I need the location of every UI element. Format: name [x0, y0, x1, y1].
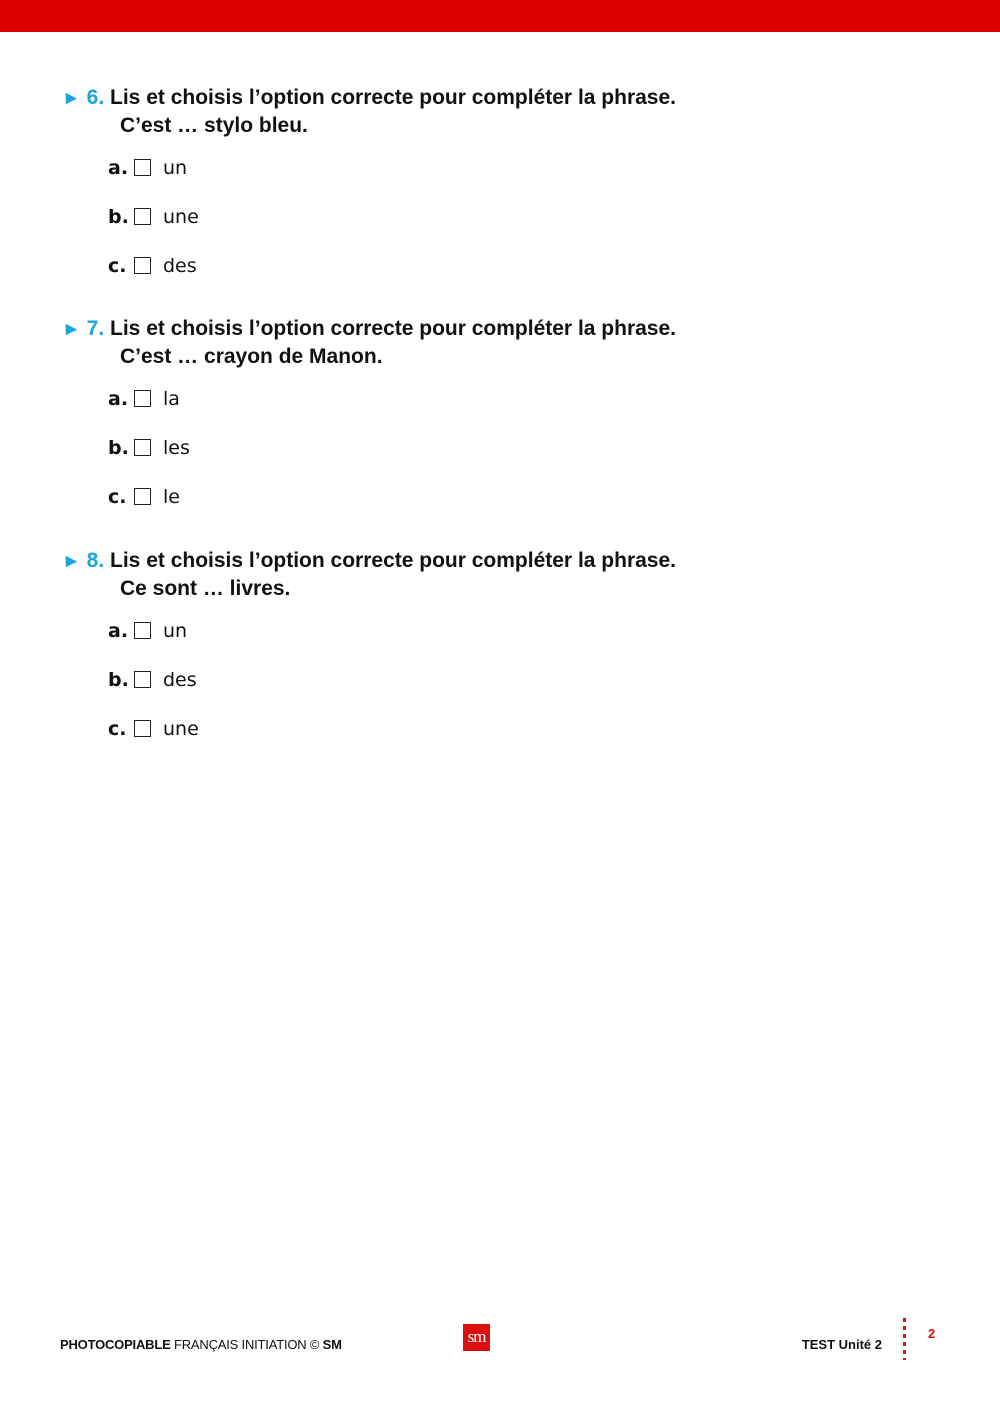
option-text: des [163, 668, 197, 691]
option-letter: a. [108, 619, 129, 642]
option-c[interactable] [108, 704, 942, 753]
footer-photocopiable: PHOTOCOPIABLE [60, 1337, 171, 1352]
footer-publisher: SM [322, 1337, 342, 1352]
question-number: 7. [86, 317, 105, 340]
option-b[interactable] [108, 192, 942, 241]
footer-credit [60, 1337, 342, 1352]
option-letter: c. [108, 254, 127, 277]
dotted-divider [903, 1318, 906, 1360]
options-list [62, 143, 942, 290]
option-a[interactable] [108, 606, 942, 655]
top-header-bar [0, 0, 1000, 32]
question-number: 8. [86, 549, 105, 572]
checkbox[interactable] [134, 159, 151, 176]
option-text: la [163, 387, 180, 410]
option-b[interactable] [108, 655, 942, 704]
option-letter: a. [108, 387, 129, 410]
question-number: 6. [86, 86, 105, 109]
page-footer [0, 1322, 1000, 1372]
question-heading [62, 84, 942, 112]
option-a[interactable] [108, 143, 942, 192]
page-number: 2 [928, 1326, 936, 1341]
option-letter: c. [108, 717, 127, 740]
question-6 [62, 84, 942, 290]
checkbox[interactable] [134, 720, 151, 737]
options-list [62, 374, 942, 521]
checkbox[interactable] [134, 439, 151, 456]
option-text: un [163, 619, 188, 642]
option-letter: b. [108, 668, 129, 691]
checkbox[interactable] [134, 488, 151, 505]
footer-course: FRANÇAIS INITIATION © [173, 1337, 320, 1352]
question-8 [62, 547, 942, 753]
option-letter: b. [108, 205, 129, 228]
option-c[interactable] [108, 472, 942, 521]
question-heading [62, 547, 942, 575]
option-text: un [163, 156, 188, 179]
question-sentence: C’est … stylo bleu. [120, 114, 308, 137]
option-a[interactable] [108, 374, 942, 423]
option-text: une [163, 205, 199, 228]
question-instruction: Lis et choisis l’option correcte pour compléter la phrase. [110, 317, 676, 340]
question-sentence: C’est … crayon de Manon. [120, 345, 383, 368]
arrow-icon: ► [62, 319, 81, 340]
option-text: le [163, 485, 180, 508]
option-letter: c. [108, 485, 127, 508]
question-sentence: Ce sont … livres. [120, 577, 291, 600]
checkbox[interactable] [134, 257, 151, 274]
arrow-icon: ► [62, 88, 81, 109]
footer-test-label: TEST Unité 2 [801, 1337, 882, 1352]
question-instruction: Lis et choisis l’option correcte pour compléter la phrase. [110, 549, 676, 572]
question-7 [62, 315, 942, 521]
option-text: des [163, 254, 197, 277]
question-heading [62, 315, 942, 343]
option-b[interactable] [108, 423, 942, 472]
checkbox[interactable] [134, 390, 151, 407]
arrow-icon: ► [62, 551, 81, 572]
option-text: une [163, 717, 199, 740]
checkbox[interactable] [134, 671, 151, 688]
checkbox[interactable] [134, 622, 151, 639]
sm-logo: sm [463, 1324, 490, 1351]
option-text: les [163, 436, 190, 459]
options-list [62, 606, 942, 753]
option-letter: a. [108, 156, 129, 179]
question-instruction: Lis et choisis l’option correcte pour compléter la phrase. [110, 86, 676, 109]
option-letter: b. [108, 436, 129, 459]
option-c[interactable] [108, 241, 942, 290]
checkbox[interactable] [134, 208, 151, 225]
